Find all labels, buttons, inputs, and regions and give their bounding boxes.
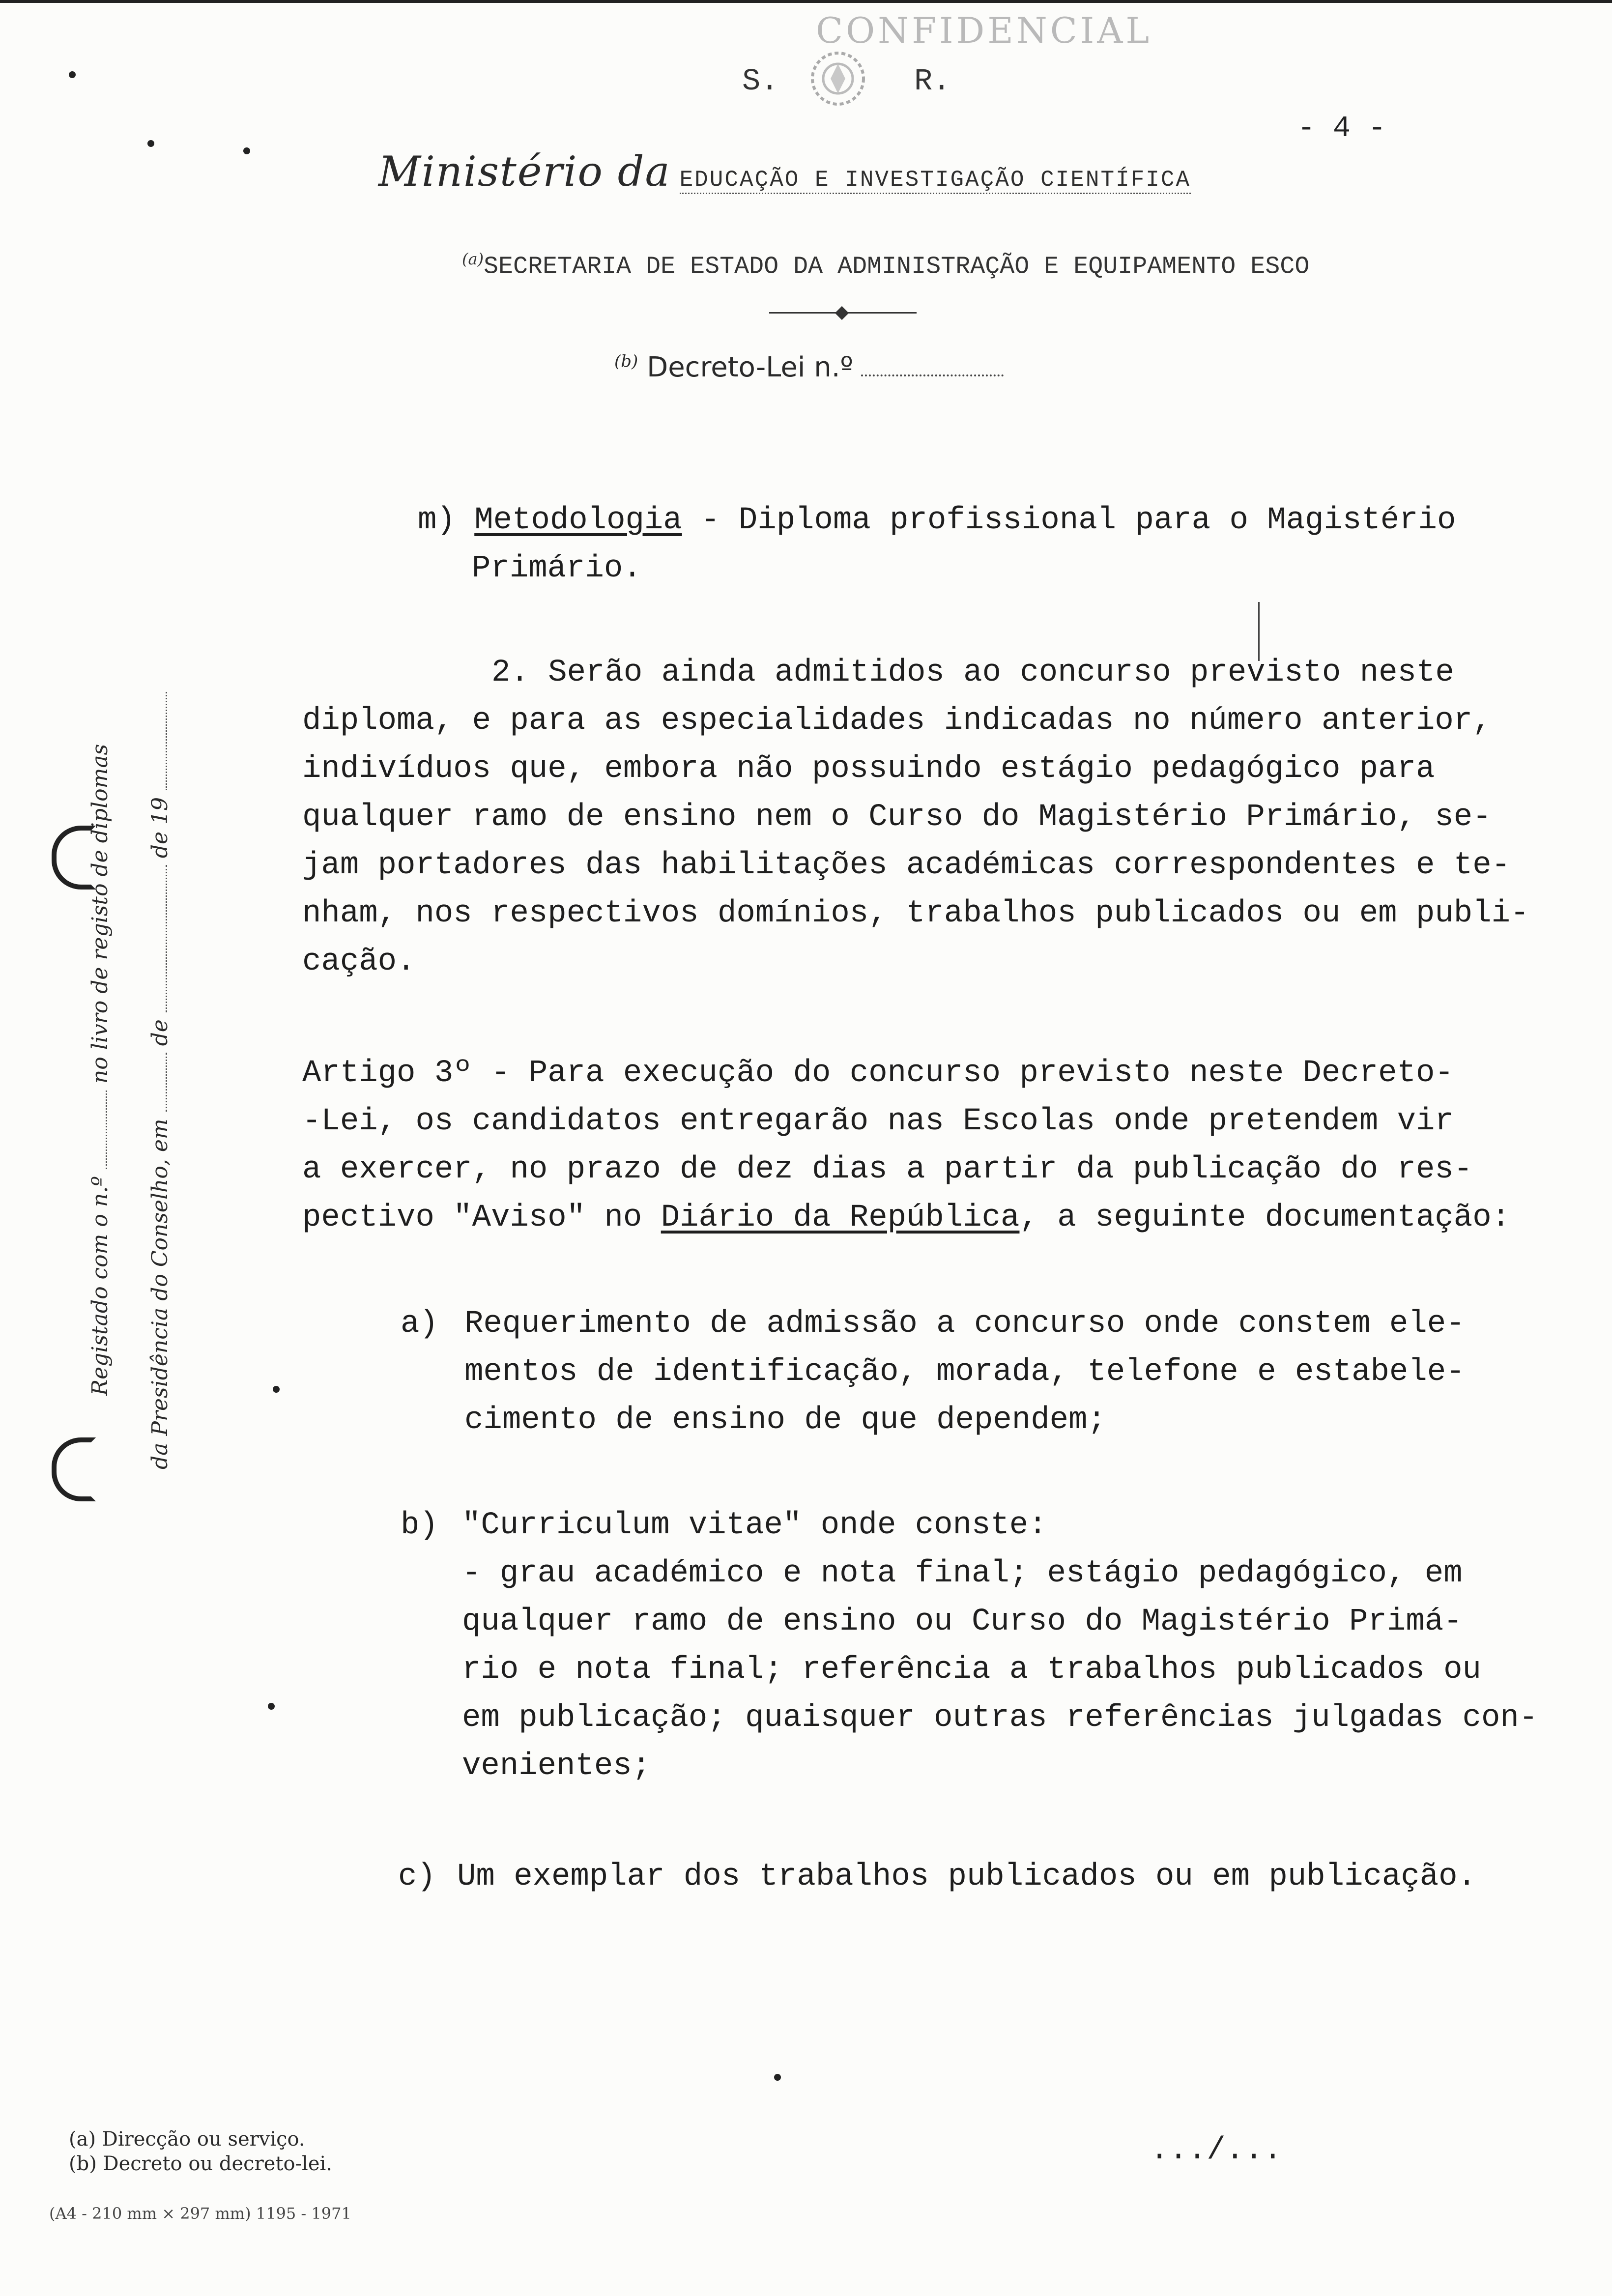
registration-year-label: de 19 bbox=[147, 797, 173, 859]
item-m-marker: m) bbox=[418, 503, 456, 538]
article-3-line bbox=[302, 1194, 1510, 1242]
decreto-line bbox=[614, 351, 1004, 383]
page-number: - 4 - bbox=[1297, 112, 1386, 145]
registration-day-blank bbox=[151, 1053, 167, 1112]
article-3-line: Artigo 3º - Para execução do concurso previsto neste Decreto- bbox=[302, 1056, 1454, 1091]
registration-line-2 bbox=[147, 692, 173, 1469]
speck bbox=[273, 1386, 280, 1393]
registration-de-label: de bbox=[147, 1019, 173, 1046]
registration-year-blank bbox=[151, 692, 167, 790]
article-3-line: -Lei, os candidatos entregarão nas Escolas onde pretendem vir bbox=[302, 1104, 1454, 1139]
decreto-note-mark: (b) bbox=[614, 351, 638, 372]
paragraph-line: indivíduos que, embora não possuindo estágio pedagógico para bbox=[302, 751, 1435, 787]
speck bbox=[268, 1703, 275, 1710]
item-b-line: em publicação; quaisquer outras referências julgadas con- bbox=[462, 1700, 1538, 1736]
paragraph-line: jam portadores das habilitações académicas correspondentes e te- bbox=[302, 848, 1510, 883]
item-b-line: - grau académico e nota final; estágio pedagógico, em bbox=[462, 1556, 1463, 1591]
decreto-label: Decreto-Lei n.º bbox=[647, 351, 853, 383]
item-b-marker: b) bbox=[401, 1508, 438, 1543]
speck bbox=[147, 140, 154, 147]
item-a-line: Requerimento de admissão a concurso onde constem ele- bbox=[464, 1306, 1465, 1342]
binding-hole-bottom bbox=[52, 1437, 96, 1501]
article-3-line: a exercer, no prazo de dez dias a partir da publicação do res- bbox=[302, 1152, 1473, 1187]
ministry-label: Ministério da bbox=[378, 147, 671, 196]
item-m-heading: Metodologia bbox=[474, 503, 682, 538]
registration-month-blank bbox=[151, 865, 167, 1012]
binding-hole-top bbox=[52, 826, 96, 890]
footnote-b: (b) Decreto ou decreto-lei. bbox=[69, 2152, 333, 2175]
registration-label: Registado com o n.º bbox=[87, 1176, 113, 1396]
article-3-text: , a seguinte documentação: bbox=[1019, 1200, 1510, 1235]
registration-book-label: no livro de registo de diplomas bbox=[87, 744, 113, 1084]
seal-letter-s: S. bbox=[742, 64, 779, 99]
item-c-marker: c) bbox=[398, 1859, 436, 1894]
paragraph-line: 2. Serão ainda admitidos ao concurso previsto neste bbox=[491, 655, 1454, 690]
registration-number-blank bbox=[91, 1091, 107, 1169]
secretaria-note-mark: (a) bbox=[462, 250, 484, 268]
paragraph-line: nham, nos respectivos domínios, trabalhos publicados ou em publi- bbox=[302, 896, 1529, 931]
confidential-stamp: CONFIDENCIAL bbox=[816, 10, 1152, 51]
coat-of-arms-icon bbox=[791, 44, 885, 113]
divider-ornament bbox=[835, 306, 849, 320]
item-b-line: rio e nota final; referência a trabalhos publicados ou bbox=[462, 1652, 1481, 1688]
item-b-line: qualquer ramo de ensino ou Curso do Magistério Primá- bbox=[462, 1604, 1463, 1639]
registration-presidency-label: da Presidência do Conselho, em bbox=[147, 1119, 173, 1469]
item-m-line1 bbox=[418, 496, 1456, 545]
item-c-line: Um exemplar dos trabalhos publicados ou em publicação. bbox=[457, 1859, 1476, 1894]
speck bbox=[69, 71, 76, 78]
item-b-line: venientes; bbox=[462, 1749, 651, 1784]
item-m-text: - Diploma profissional para o Magistério bbox=[682, 503, 1456, 538]
form-reference: (A4 - 210 mm × 297 mm) 1195 - 1971 bbox=[49, 2204, 351, 2223]
top-border bbox=[0, 0, 1612, 3]
seal-letter-r: R. bbox=[914, 64, 951, 99]
paragraph-line: cação. bbox=[302, 944, 416, 979]
diario-republica-ref: Diário da República bbox=[661, 1200, 1020, 1235]
speck bbox=[774, 2074, 781, 2081]
decreto-number-blank bbox=[861, 374, 1004, 376]
item-a-line: cimento de ensino de que dependem; bbox=[464, 1403, 1106, 1438]
item-a-line: mentos de identificação, morada, telefone e estabele- bbox=[464, 1354, 1465, 1390]
speck bbox=[243, 147, 250, 154]
item-a-marker: a) bbox=[401, 1306, 438, 1342]
secretaria-line bbox=[462, 250, 1309, 281]
continuation-mark: .../... bbox=[1150, 2133, 1282, 2168]
item-m-line2: Primário. bbox=[472, 551, 642, 586]
footnote-a: (a) Direcção ou serviço. bbox=[69, 2128, 305, 2151]
article-3-text: pectivo "Aviso" no bbox=[302, 1200, 661, 1235]
item-b-line: "Curriculum vitae" onde conste: bbox=[462, 1508, 1047, 1543]
paragraph-line: diploma, e para as especialidades indicadas no número anterior, bbox=[302, 703, 1492, 739]
secretaria-name: SECRETARIA DE ESTADO DA ADMINISTRAÇÃO E EQUIPAMENTO ESCO bbox=[484, 253, 1310, 281]
paragraph-line: qualquer ramo de ensino nem o Curso do Magistério Primário, se- bbox=[302, 800, 1492, 835]
ministry-line bbox=[378, 147, 1191, 196]
ministry-name: EDUCAÇÃO E INVESTIGAÇÃO CIENTÍFICA bbox=[680, 167, 1191, 194]
